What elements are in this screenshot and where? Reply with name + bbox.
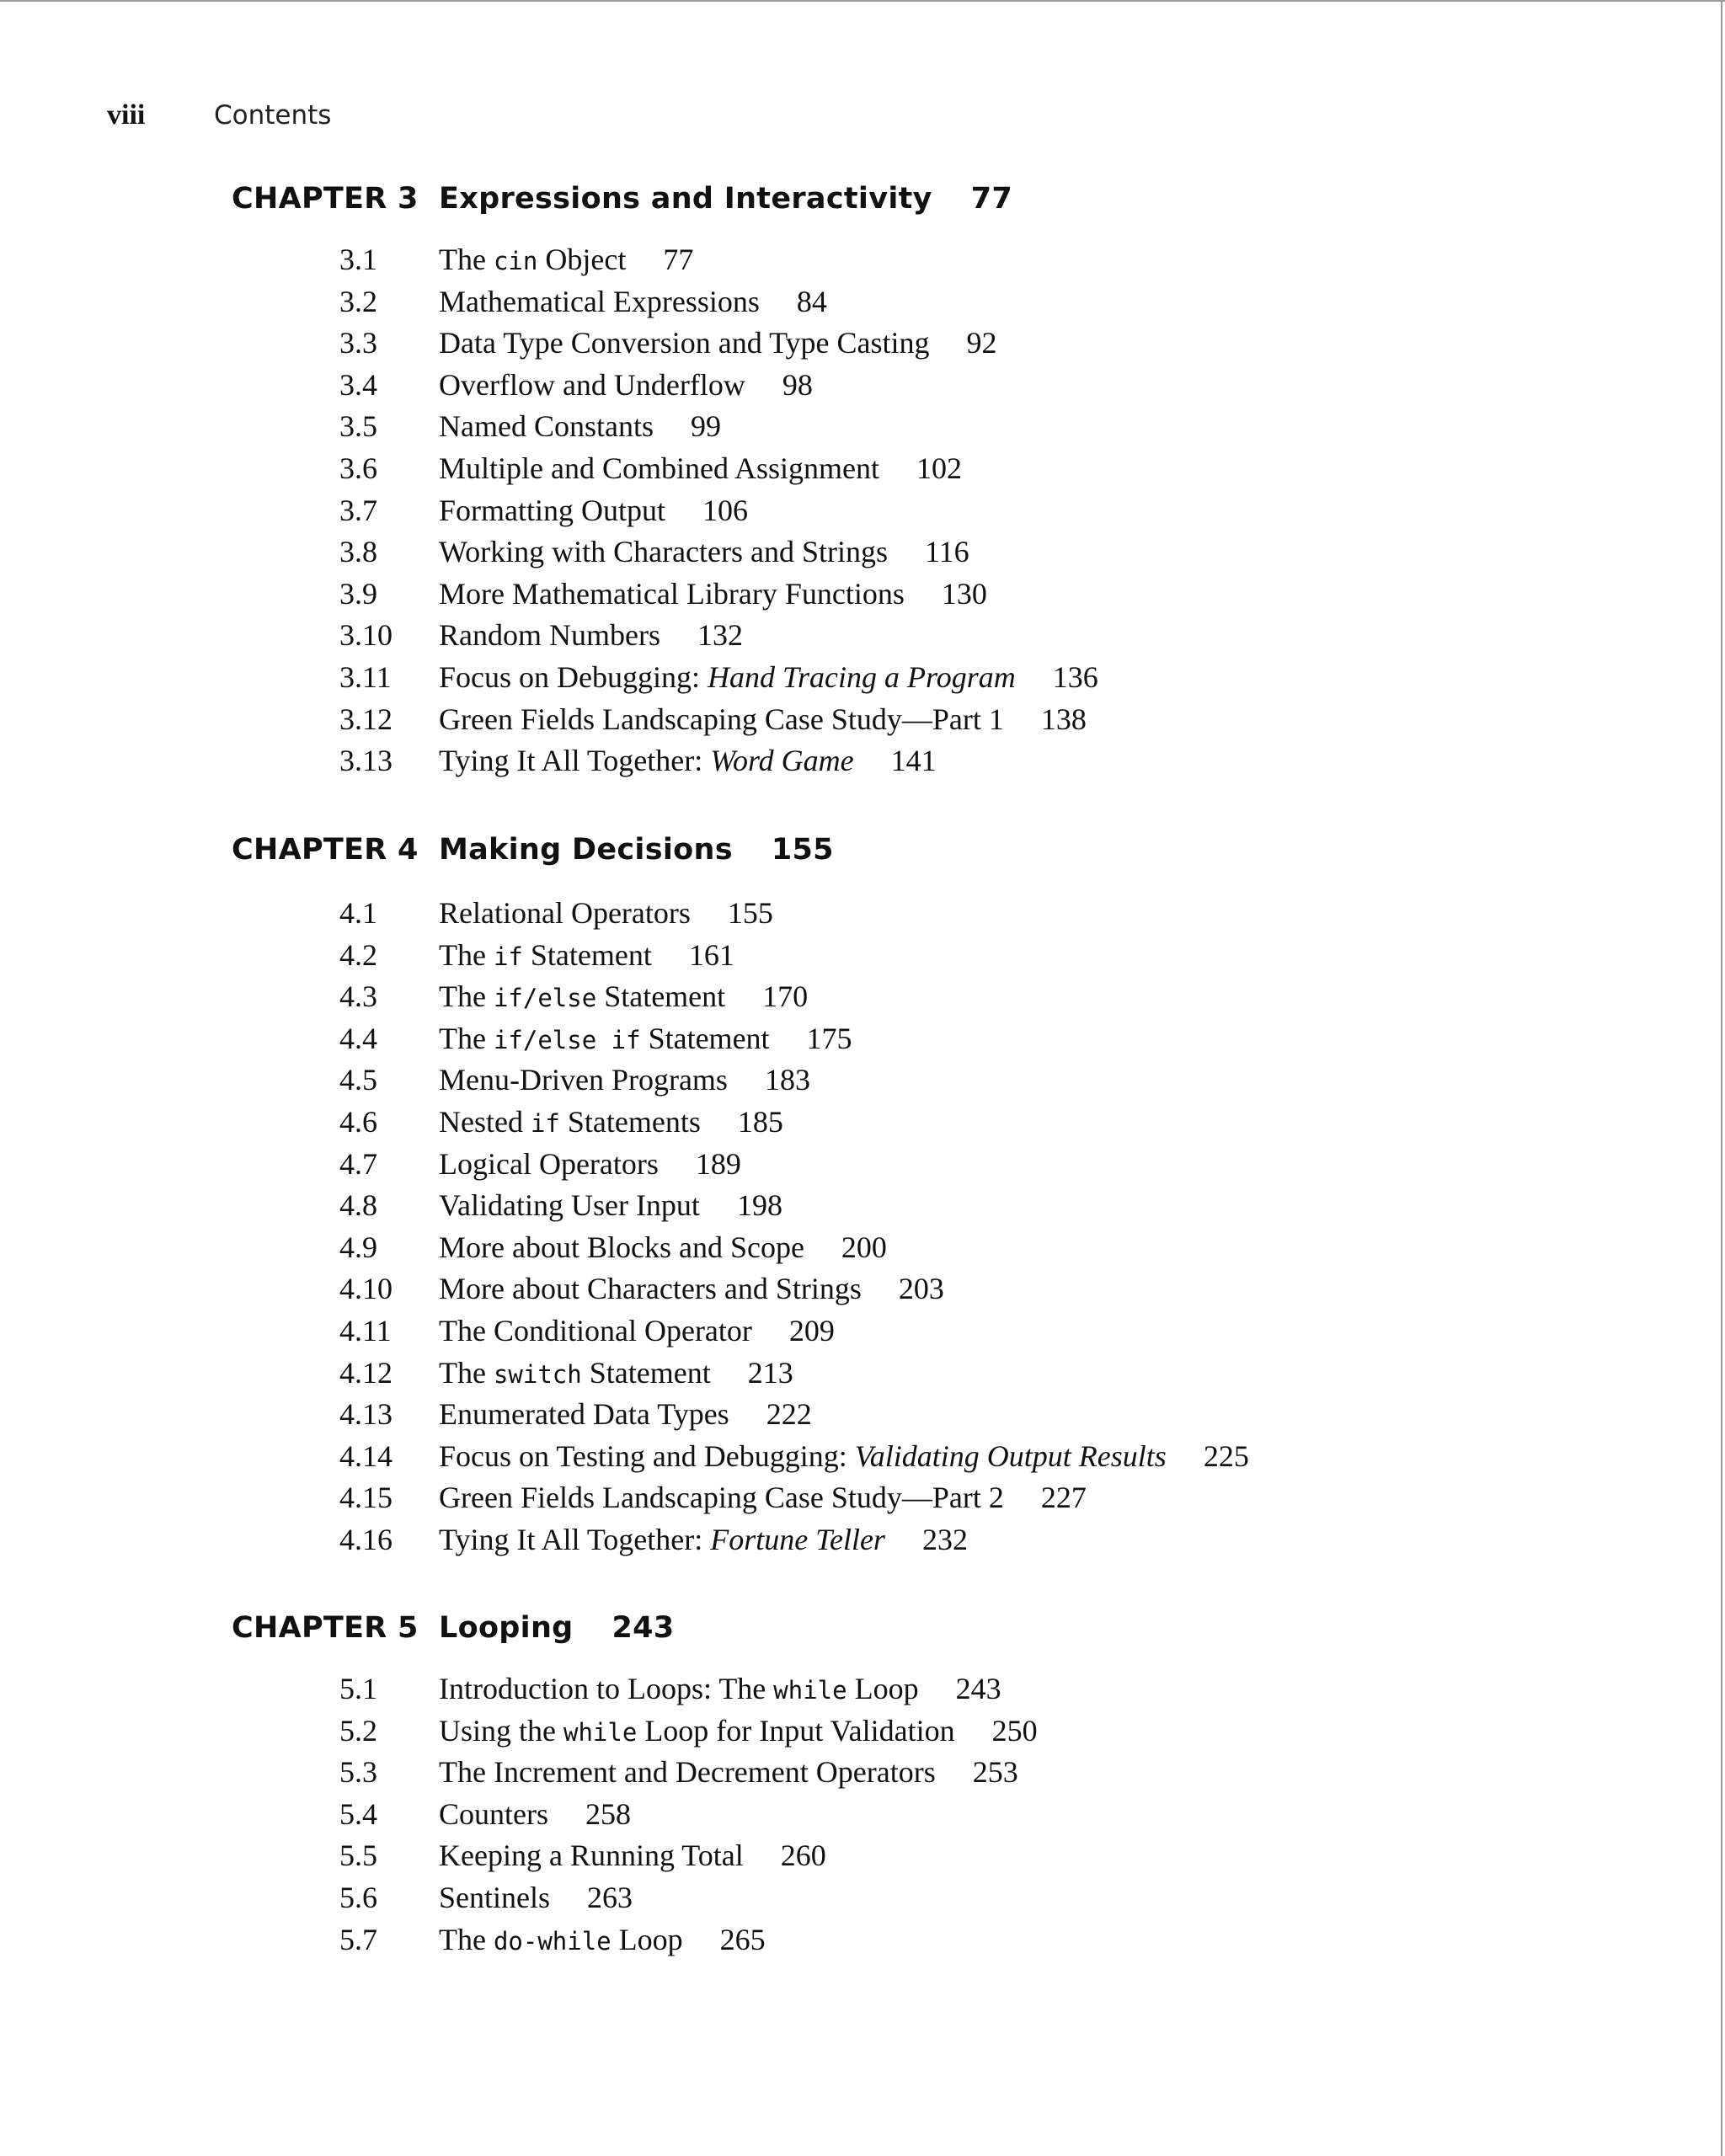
toc-entry [0,1922,1725,1964]
title-text: Focus on Testing and Debugging: [439,1438,855,1473]
chapter-page-number: 155 [771,833,834,867]
section-title [439,1146,741,1182]
section-title [439,493,748,528]
toc-entry [0,1355,1725,1397]
section-number: 3.11 [339,659,392,694]
section-title [439,367,813,403]
section-title [439,242,693,277]
section-number: 5.7 [339,1922,377,1956]
section-title [439,325,997,360]
title-text: Statement [640,1021,770,1055]
section-title [439,576,987,611]
code-keyword: while [563,1717,638,1747]
toc-entries [0,895,1725,1564]
section-title [439,451,962,486]
section-title [439,1713,1038,1748]
section-page-number: 203 [898,1272,944,1306]
section-page-number: 99 [690,409,721,444]
title-text: The Increment and Decrement Operators [439,1755,936,1790]
toc-entry [0,493,1725,535]
section-title [439,979,808,1014]
section-title [439,1104,783,1139]
section-page-number: 84 [796,284,827,318]
toc-entries [0,1671,1725,1963]
section-number: 4.13 [339,1397,393,1432]
toc-entry [0,325,1725,367]
title-text: The [439,1021,494,1055]
section-number: 5.5 [339,1838,377,1873]
title-text: Data Type Conversion and Type Casting [439,326,930,360]
section-page-number: 225 [1203,1438,1249,1473]
title-text: The Conditional Operator [439,1313,752,1348]
code-keyword: if/else if [493,1025,641,1054]
toc-entry [0,1713,1725,1755]
italic-title: Validating Output Results [854,1438,1167,1473]
section-page-number: 155 [727,896,773,930]
title-text: Working with Characters and Strings [439,535,889,569]
toc-entry [0,979,1725,1021]
section-title [439,1838,826,1873]
code-keyword: cin [493,247,538,275]
italic-title: Fortune Teller [710,1522,885,1556]
toc-entry [0,1396,1725,1438]
section-number: 3.4 [339,367,377,402]
toc-entry [0,1062,1725,1104]
chapter-3-section [0,182,1725,778]
title-text: Nested [439,1104,531,1139]
section-title [439,1230,887,1265]
section-number: 3.3 [339,326,377,360]
chapter-heading [0,1611,1725,1662]
toc-entry [0,1671,1725,1713]
code-keyword: if [493,942,523,971]
title-text: The [439,979,494,1014]
section-page-number: 263 [587,1880,633,1914]
chapter-title-text: Looping [439,1611,574,1645]
title-text: Object [537,243,627,276]
title-text: Random Numbers [439,618,660,653]
chapter-4-section [0,833,1725,1556]
section-page-number: 227 [1040,1481,1087,1515]
section-number: 5.1 [339,1672,377,1705]
section-page-number: 141 [890,744,937,778]
section-number: 3.9 [339,576,377,611]
section-title [439,1671,1001,1706]
section-number: 5.6 [339,1880,377,1914]
title-text: Green Fields Landscaping Case Study—Part 1 [439,702,1004,736]
title-text: Loop [611,1922,683,1956]
section-number: 4.11 [339,1313,392,1348]
chapter-label: CHAPTER 3 [232,182,419,216]
chapter-title-text: Expressions and Interactivity [439,182,932,216]
title-text: Statement [596,979,726,1014]
section-title [439,1796,631,1832]
title-text: The [439,937,494,972]
section-page-number: 116 [925,535,969,569]
title-text: Menu-Driven Programs [439,1063,728,1097]
toc-entry [0,1313,1725,1355]
toc-entry [0,1146,1725,1188]
toc-entry [0,451,1725,493]
section-number: 3.6 [339,451,377,485]
title-text: Keeping a Running Total [439,1838,744,1873]
section-page-number: 232 [921,1522,968,1556]
title-text: Introduction to Loops: The [439,1672,774,1705]
toc-entries [0,242,1725,785]
toc-entry [0,1480,1725,1522]
italic-title: Hand Tracing a Program [708,659,1016,694]
title-text: Tying It All Together: [439,1522,711,1556]
section-title [439,937,734,973]
toc-entry [0,1880,1725,1922]
section-title [439,284,827,319]
section-page-number: 132 [697,618,743,653]
section-page-number: 250 [991,1713,1038,1748]
toc-entry [0,534,1725,576]
title-text: Enumerated Data Types [439,1397,729,1432]
chapter-label: CHAPTER 5 [232,1611,419,1645]
toc-entry [0,1838,1725,1880]
section-number: 3.12 [339,702,393,736]
toc-entry [0,1104,1725,1146]
section-page-number: 92 [966,326,997,360]
section-number: 3.7 [339,493,377,527]
toc-entry [0,1271,1725,1313]
section-title [439,1396,812,1432]
section-title [439,617,743,653]
toc-entry [0,576,1725,618]
section-title [439,1480,1087,1515]
toc-entry [0,659,1725,702]
title-text: Overflow and Underflow [439,367,745,402]
title-text: Counters [439,1796,548,1831]
toc-entry [0,937,1725,979]
toc-entry [0,1021,1725,1063]
section-title [439,1922,766,1957]
section-number: 4.1 [339,896,377,930]
section-page-number: 213 [747,1355,793,1390]
section-number: 4.12 [339,1355,393,1390]
chapter-page-number: 243 [611,1611,675,1645]
section-number: 5.2 [339,1713,377,1748]
section-number: 3.10 [339,618,393,653]
section-number: 4.15 [339,1481,393,1515]
section-title [439,1021,852,1056]
page-top-border [0,0,1725,2]
toc-entry [0,702,1725,744]
code-keyword: do-while [493,1926,611,1956]
toc-entry [0,408,1725,451]
section-page-number: 200 [841,1230,887,1264]
section-page-number: 209 [788,1313,835,1348]
section-number: 4.3 [339,979,377,1014]
chapter-title [439,833,834,867]
section-number: 4.4 [339,1021,377,1055]
section-page-number: 161 [688,937,734,972]
chapter-page-number: 77 [970,182,1013,216]
section-page-number: 189 [695,1146,741,1181]
section-page-number: 260 [780,1838,826,1873]
title-text: More about Blocks and Scope [439,1230,804,1264]
chapter-title [439,182,1012,216]
title-text: Statement [522,937,652,972]
title-text: Sentinels [439,1880,550,1914]
title-text: Green Fields Landscaping Case Study—Part 2 [439,1481,1004,1515]
toc-entry [0,284,1725,326]
section-number: 4.6 [339,1104,377,1139]
title-text: Relational Operators [439,896,691,930]
section-page-number: 130 [941,576,987,611]
section-page-number: 183 [764,1063,810,1097]
section-title [439,702,1087,737]
toc-entry [0,367,1725,409]
section-page-number: 253 [972,1755,1018,1790]
toc-entry [0,895,1725,937]
title-text: Statements [559,1104,701,1139]
title-text: Statement [581,1355,711,1390]
section-number: 4.10 [339,1272,393,1306]
page-number: viii [107,99,146,131]
section-title [439,1438,1249,1474]
section-number: 3.8 [339,535,377,569]
section-page-number: 138 [1040,702,1087,736]
code-keyword: switch [493,1359,582,1389]
title-text: Tying It All Together: [439,744,711,778]
title-text: Mathematical Expressions [439,284,760,318]
running-head [107,99,331,136]
toc-entry [0,1522,1725,1564]
section-page-number: 198 [736,1188,782,1223]
section-title [439,1522,968,1557]
section-page-number: 77 [663,243,694,276]
section-title [439,534,969,569]
title-text: The [439,243,494,276]
section-page-number: 222 [766,1397,812,1432]
section-title [439,408,721,444]
title-text: Loop for Input Validation [637,1713,955,1748]
section-title [439,659,1098,695]
code-keyword: while [773,1676,847,1705]
section-title [439,895,773,931]
title-text: Focus on Debugging: [439,659,708,694]
section-page-number: 175 [806,1021,852,1055]
chapter-heading [0,182,1725,232]
section-number: 4.16 [339,1522,393,1556]
running-head-title: Contents [214,100,332,131]
section-number: 5.3 [339,1755,377,1790]
toc-entry [0,1230,1725,1272]
title-text: Using the [439,1713,563,1748]
section-page-number: 106 [702,493,748,527]
section-number: 3.5 [339,409,377,444]
chapter-title [439,1611,674,1645]
section-title [439,1062,810,1097]
title-text: Logical Operators [439,1146,659,1181]
toc-entry [0,743,1725,785]
section-page-number: 265 [719,1922,766,1956]
code-keyword: if/else [493,984,597,1013]
chapter-title-text: Making Decisions [439,833,733,867]
toc-entry [0,1187,1725,1230]
toc-entry [0,617,1725,659]
section-page-number: 136 [1052,659,1098,694]
section-page-number: 243 [955,1672,1001,1705]
italic-title: Word Game [710,744,854,778]
title-text: Formatting Output [439,493,665,527]
section-number: 3.13 [339,744,393,778]
title-text: Named Constants [439,409,654,444]
chapter-heading [0,833,1725,883]
title-text: The [439,1355,494,1390]
section-number: 4.2 [339,937,377,972]
code-keyword: if [530,1108,560,1138]
title-text: More Mathematical Library Functions [439,576,905,611]
title-text: Validating User Input [439,1188,700,1223]
toc-entry [0,1438,1725,1481]
section-title [439,1271,944,1306]
title-text: Loop [846,1672,919,1705]
toc-entry [0,242,1725,284]
toc-entry [0,1796,1725,1838]
section-title [439,743,937,778]
section-page-number: 258 [585,1796,631,1831]
title-text: Multiple and Combined Assignment [439,451,879,485]
section-number: 4.9 [339,1230,377,1264]
section-number: 4.8 [339,1188,377,1223]
section-title [439,1754,1018,1790]
section-title [439,1187,782,1223]
section-page-number: 102 [916,451,962,485]
section-title [439,1355,793,1390]
toc-entry [0,1754,1725,1796]
section-number: 3.1 [339,243,377,276]
section-title [439,1313,835,1348]
section-title [439,1880,633,1915]
section-number: 4.7 [339,1146,377,1181]
chapter-5-section [0,1611,1725,1956]
section-page-number: 98 [782,367,813,402]
section-number: 3.2 [339,284,377,318]
section-page-number: 170 [762,979,809,1014]
title-text: The [439,1922,494,1956]
chapter-label: CHAPTER 4 [232,833,419,867]
section-number: 4.5 [339,1063,377,1097]
section-number: 4.14 [339,1438,393,1473]
section-page-number: 185 [737,1104,783,1139]
section-number: 5.4 [339,1796,377,1831]
title-text: More about Characters and Strings [439,1272,862,1306]
